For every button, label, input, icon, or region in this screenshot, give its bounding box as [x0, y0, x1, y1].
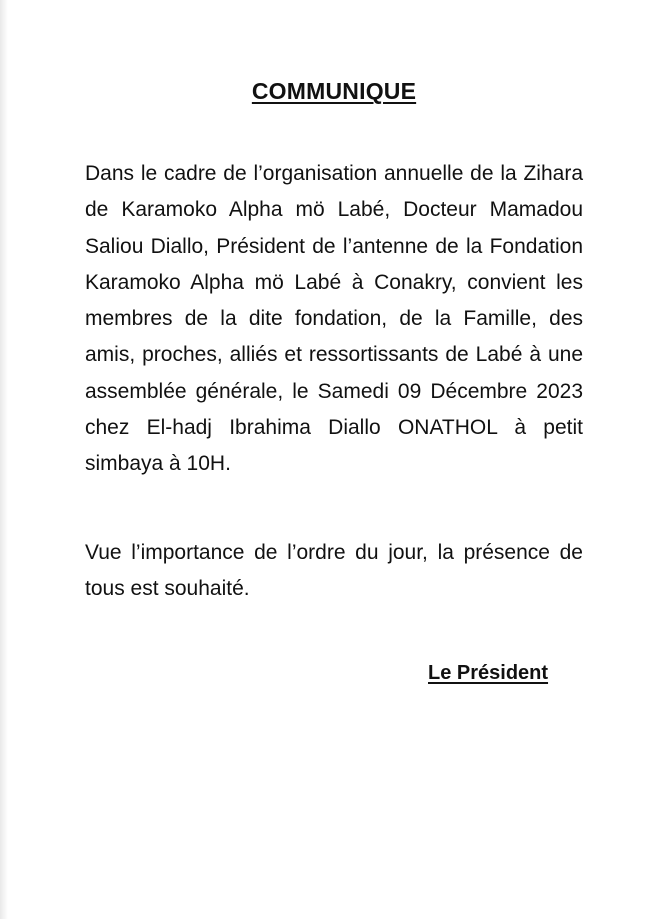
body-paragraph-closing: Vue l’importance de l’ordre du jour, la présence de tous est souhaité.: [85, 541, 583, 601]
signature-line: Le Président: [428, 662, 549, 684]
body-paragraph-announcement: Dans le cadre de l’organisation annuelle de la Zihara de Karamoko Alpha mö Labé, Docteur Mamadou Saliou Diallo, Président de l’antenne de la Fondation Karamoko Alpha mö Labé à Conakry, convient les membres de la dite fondation, de la Famille, des amis, proches, alliés et ressortissants de Labé à une assemblée générale, le Samedi 09 Décembre 2023 chez El-hadj Ibrahima Diallo ONATHOL à petit simbaya à 10H.: [85, 162, 583, 476]
page-edge-shadow: [0, 0, 8, 919]
document-title-text: COMMUNIQUE: [251, 78, 417, 104]
document-title: [0, 78, 661, 105]
